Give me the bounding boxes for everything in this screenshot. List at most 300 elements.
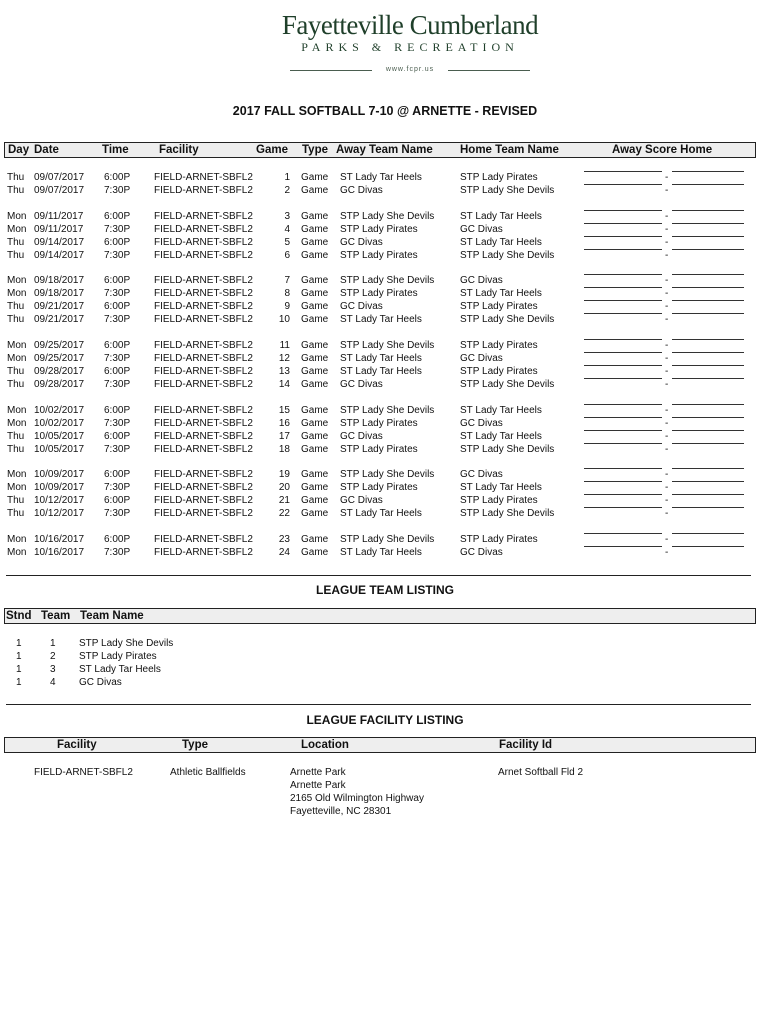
col-header-facility: Facility bbox=[57, 739, 97, 751]
cell-day: Mon bbox=[7, 418, 27, 429]
col-header-day: Day bbox=[8, 144, 30, 156]
cell-facility: FIELD-ARNET-SBFL2 bbox=[154, 534, 253, 545]
cell-day: Thu bbox=[7, 185, 25, 196]
cell-home-team: ST Lady Tar Heels bbox=[460, 237, 542, 248]
cell-away-team: STP Lady Pirates bbox=[340, 250, 418, 261]
cell-time: 6:00P bbox=[104, 495, 131, 506]
cell-team-number: 3 bbox=[50, 664, 56, 675]
cell-day: Mon bbox=[7, 340, 27, 351]
cell-date: 09/18/2017 bbox=[34, 288, 85, 299]
cell-time: 7:30P bbox=[104, 547, 131, 558]
score-entry bbox=[584, 546, 744, 559]
cell-stnd: 1 bbox=[16, 638, 22, 649]
cell-type: Game bbox=[301, 301, 329, 312]
cell-time: 7:30P bbox=[104, 482, 131, 493]
score-entry bbox=[584, 210, 744, 223]
score-entry bbox=[584, 533, 744, 546]
col-header-time: Time bbox=[102, 144, 129, 156]
score-entry bbox=[584, 339, 744, 352]
cell-home-team: ST Lady Tar Heels bbox=[460, 288, 542, 299]
cell-day: Mon bbox=[7, 275, 27, 286]
table-row bbox=[0, 676, 400, 689]
home-score-blank bbox=[672, 494, 744, 495]
schedule-header bbox=[4, 142, 756, 158]
cell-away-team: STP Lady She Devils bbox=[340, 211, 435, 222]
cell-day: Thu bbox=[7, 237, 25, 248]
col-header-location: Location bbox=[301, 739, 349, 751]
cell-home-team: ST Lady Tar Heels bbox=[460, 211, 542, 222]
cell-home-team: STP Lady She Devils bbox=[460, 314, 555, 325]
cell-home-team: GC Divas bbox=[460, 469, 503, 480]
cell-game: 22 bbox=[278, 508, 290, 519]
col-header-game: Game bbox=[256, 144, 288, 156]
home-score-blank bbox=[672, 223, 744, 224]
cell-time: 6:00P bbox=[104, 301, 131, 312]
cell-facility: FIELD-ARNET-SBFL2 bbox=[154, 301, 253, 312]
table-row bbox=[0, 365, 770, 378]
cell-day: Mon bbox=[7, 224, 27, 235]
cell-game: 19 bbox=[278, 469, 290, 480]
score-dash: - bbox=[665, 275, 669, 286]
cell-day: Thu bbox=[7, 250, 25, 261]
cell-time: 7:30P bbox=[104, 379, 131, 390]
cell-facility: FIELD-ARNET-SBFL2 bbox=[154, 288, 253, 299]
home-score-blank bbox=[672, 507, 744, 508]
cell-day: Mon bbox=[7, 469, 27, 480]
table-row bbox=[0, 468, 770, 481]
cell-date: 10/05/2017 bbox=[34, 444, 85, 455]
cell-team-number: 4 bbox=[50, 677, 56, 688]
score-entry bbox=[584, 313, 744, 326]
cell-facility: FIELD-ARNET-SBFL2 bbox=[154, 379, 253, 390]
score-dash: - bbox=[665, 366, 669, 377]
cell-facility: FIELD-ARNET-SBFL2 bbox=[154, 495, 253, 506]
cell-day: Thu bbox=[7, 508, 25, 519]
cell-time: 7:30P bbox=[104, 288, 131, 299]
table-row bbox=[0, 546, 770, 559]
cell-game: 2 bbox=[284, 185, 290, 196]
cell-facility: FIELD-ARNET-SBFL2 bbox=[154, 405, 253, 416]
score-entry bbox=[584, 417, 744, 430]
cell-game: 13 bbox=[278, 366, 290, 377]
cell-home-team: STP Lady Pirates bbox=[460, 301, 538, 312]
cell-away-team: STP Lady Pirates bbox=[340, 418, 418, 429]
away-score-blank bbox=[584, 430, 662, 431]
cell-time: 7:30P bbox=[104, 508, 131, 519]
cell-facility: FIELD-ARNET-SBFL2 bbox=[154, 469, 253, 480]
location-line: Arnette Park bbox=[290, 767, 346, 778]
cell-date: 09/14/2017 bbox=[34, 250, 85, 261]
team-listing-header bbox=[4, 608, 756, 624]
home-score-blank bbox=[672, 171, 744, 172]
cell-time: 6:00P bbox=[104, 275, 131, 286]
home-score-blank bbox=[672, 365, 744, 366]
cell-home-team: STP Lady She Devils bbox=[460, 250, 555, 261]
score-entry bbox=[584, 184, 744, 197]
score-dash: - bbox=[665, 405, 669, 416]
away-score-blank bbox=[584, 339, 662, 340]
score-dash: - bbox=[665, 482, 669, 493]
score-dash: - bbox=[665, 314, 669, 325]
cell-date: 09/28/2017 bbox=[34, 366, 85, 377]
cell-away-team: ST Lady Tar Heels bbox=[340, 366, 422, 377]
score-dash: - bbox=[665, 508, 669, 519]
cell-away-team: ST Lady Tar Heels bbox=[340, 172, 422, 183]
cell-date: 10/16/2017 bbox=[34, 534, 85, 545]
cell-date: 10/09/2017 bbox=[34, 469, 85, 480]
cell-time: 6:00P bbox=[104, 366, 131, 377]
facility-listing-title: LEAGUE FACILITY LISTING bbox=[306, 713, 464, 727]
cell-game: 15 bbox=[278, 405, 290, 416]
cell-home-team: STP Lady Pirates bbox=[460, 340, 538, 351]
away-score-blank bbox=[584, 313, 662, 314]
away-score-blank bbox=[584, 533, 662, 534]
cell-time: 6:00P bbox=[104, 405, 131, 416]
cell-facility: FIELD-ARNET-SBFL2 bbox=[154, 444, 253, 455]
col-header-date: Date bbox=[34, 144, 59, 156]
cell-date: 10/09/2017 bbox=[34, 482, 85, 493]
divider bbox=[6, 704, 751, 705]
cell-day: Thu bbox=[7, 444, 25, 455]
table-row bbox=[0, 494, 770, 507]
cell-home-team: GC Divas bbox=[460, 547, 503, 558]
home-score-blank bbox=[672, 468, 744, 469]
cell-game: 7 bbox=[284, 275, 290, 286]
facility-name: FIELD-ARNET-SBFL2 bbox=[34, 767, 133, 778]
table-row bbox=[0, 352, 770, 365]
table-row bbox=[0, 249, 770, 262]
home-score-blank bbox=[672, 443, 744, 444]
cell-type: Game bbox=[301, 547, 329, 558]
cell-facility: FIELD-ARNET-SBFL2 bbox=[154, 418, 253, 429]
score-entry bbox=[584, 171, 744, 184]
cell-game: 6 bbox=[284, 250, 290, 261]
score-dash: - bbox=[665, 379, 669, 390]
table-row bbox=[0, 430, 770, 443]
away-score-blank bbox=[584, 404, 662, 405]
cell-home-team: STP Lady Pirates bbox=[460, 172, 538, 183]
away-score-blank bbox=[584, 210, 662, 211]
table-row bbox=[0, 313, 770, 326]
cell-home-team: ST Lady Tar Heels bbox=[460, 431, 542, 442]
cell-time: 7:30P bbox=[104, 353, 131, 364]
cell-away-team: ST Lady Tar Heels bbox=[340, 547, 422, 558]
score-dash: - bbox=[665, 431, 669, 442]
cell-date: 09/11/2017 bbox=[34, 211, 84, 222]
cell-day: Mon bbox=[7, 482, 27, 493]
home-score-blank bbox=[672, 236, 744, 237]
score-entry bbox=[584, 249, 744, 262]
table-row bbox=[0, 417, 770, 430]
cell-date: 09/11/2017 bbox=[34, 224, 84, 235]
cell-game: 14 bbox=[278, 379, 290, 390]
cell-home-team: GC Divas bbox=[460, 418, 503, 429]
cell-away-team: GC Divas bbox=[340, 495, 383, 506]
score-dash: - bbox=[665, 444, 669, 455]
score-dash: - bbox=[665, 237, 669, 248]
cell-type: Game bbox=[301, 366, 329, 377]
cell-day: Mon bbox=[7, 288, 27, 299]
score-dash: - bbox=[665, 250, 669, 261]
cell-type: Game bbox=[301, 482, 329, 493]
cell-team-number: 2 bbox=[50, 651, 56, 662]
cell-game: 17 bbox=[278, 431, 290, 442]
cell-home-team: STP Lady She Devils bbox=[460, 508, 555, 519]
cell-type: Game bbox=[301, 353, 329, 364]
cell-date: 10/12/2017 bbox=[34, 508, 85, 519]
col-header-type: Type bbox=[302, 144, 328, 156]
cell-date: 09/25/2017 bbox=[34, 353, 85, 364]
col-header-facility: Facility bbox=[159, 144, 199, 156]
cell-away-team: STP Lady She Devils bbox=[340, 340, 435, 351]
col-header-type: Type bbox=[182, 739, 208, 751]
cell-time: 6:00P bbox=[104, 237, 131, 248]
cell-stnd: 1 bbox=[16, 677, 22, 688]
score-entry bbox=[584, 365, 744, 378]
cell-date: 10/02/2017 bbox=[34, 405, 85, 416]
cell-day: Mon bbox=[7, 405, 27, 416]
cell-facility: FIELD-ARNET-SBFL2 bbox=[154, 353, 253, 364]
cell-stnd: 1 bbox=[16, 651, 22, 662]
cell-time: 6:00P bbox=[104, 534, 131, 545]
cell-type: Game bbox=[301, 418, 329, 429]
cell-away-team: STP Lady She Devils bbox=[340, 275, 435, 286]
cell-facility: FIELD-ARNET-SBFL2 bbox=[154, 482, 253, 493]
logo-url-line bbox=[290, 64, 530, 76]
location-line: Fayetteville, NC 28301 bbox=[290, 806, 392, 817]
away-score-blank bbox=[584, 468, 662, 469]
cell-game: 24 bbox=[278, 547, 290, 558]
score-entry bbox=[584, 223, 744, 236]
table-row bbox=[0, 339, 770, 352]
cell-type: Game bbox=[301, 340, 329, 351]
logo-rule-right bbox=[448, 70, 530, 71]
home-score-blank bbox=[672, 313, 744, 314]
score-entry bbox=[584, 300, 744, 313]
home-score-blank bbox=[672, 300, 744, 301]
cell-home-team: STP Lady Pirates bbox=[460, 534, 538, 545]
cell-home-team: STP Lady She Devils bbox=[460, 185, 555, 196]
cell-home-team: GC Divas bbox=[460, 224, 503, 235]
cell-game: 3 bbox=[284, 211, 290, 222]
cell-game: 5 bbox=[284, 237, 290, 248]
home-score-blank bbox=[672, 274, 744, 275]
score-entry bbox=[584, 494, 744, 507]
away-score-blank bbox=[584, 546, 662, 547]
cell-facility: FIELD-ARNET-SBFL2 bbox=[154, 224, 253, 235]
cell-home-team: GC Divas bbox=[460, 353, 503, 364]
cell-day: Thu bbox=[7, 366, 25, 377]
score-dash: - bbox=[665, 418, 669, 429]
cell-time: 7:30P bbox=[104, 314, 131, 325]
score-entry bbox=[584, 352, 744, 365]
cell-date: 09/25/2017 bbox=[34, 340, 85, 351]
away-score-blank bbox=[584, 365, 662, 366]
cell-day: Mon bbox=[7, 211, 27, 222]
cell-away-team: STP Lady She Devils bbox=[340, 469, 435, 480]
cell-facility: FIELD-ARNET-SBFL2 bbox=[154, 431, 253, 442]
logo-url: www.fcpr.us bbox=[385, 66, 435, 73]
facility-listing-header bbox=[4, 737, 756, 753]
cell-home-team: STP Lady Pirates bbox=[460, 495, 538, 506]
cell-time: 7:30P bbox=[104, 185, 131, 196]
logo-name-text: Fayetteville Cumberland bbox=[281, 10, 539, 40]
home-score-blank bbox=[672, 378, 744, 379]
cell-home-team: STP Lady She Devils bbox=[460, 444, 555, 455]
logo-subtitle: PARKS & RECREATION bbox=[301, 40, 519, 54]
cell-stnd: 1 bbox=[16, 664, 22, 675]
table-row bbox=[0, 184, 770, 197]
cell-day: Mon bbox=[7, 534, 27, 545]
home-score-blank bbox=[672, 249, 744, 250]
score-entry bbox=[584, 468, 744, 481]
divider bbox=[6, 575, 751, 576]
cell-game: 16 bbox=[278, 418, 290, 429]
table-row bbox=[0, 287, 770, 300]
cell-time: 7:30P bbox=[104, 224, 131, 235]
away-score-blank bbox=[584, 236, 662, 237]
cell-away-team: STP Lady She Devils bbox=[340, 534, 435, 545]
cell-away-team: STP Lady She Devils bbox=[340, 405, 435, 416]
score-entry bbox=[584, 274, 744, 287]
table-row bbox=[0, 533, 770, 546]
cell-type: Game bbox=[301, 172, 329, 183]
facility-id: Arnet Softball Fld 2 bbox=[498, 767, 584, 778]
cell-time: 7:30P bbox=[104, 444, 131, 455]
cell-away-team: ST Lady Tar Heels bbox=[340, 508, 422, 519]
cell-away-team: GC Divas bbox=[340, 301, 383, 312]
score-entry bbox=[584, 430, 744, 443]
table-row bbox=[0, 300, 770, 313]
cell-game: 9 bbox=[284, 301, 290, 312]
cell-date: 09/07/2017 bbox=[34, 172, 85, 183]
cell-date: 10/05/2017 bbox=[34, 431, 85, 442]
cell-facility: FIELD-ARNET-SBFL2 bbox=[154, 314, 253, 325]
cell-away-team: STP Lady Pirates bbox=[340, 444, 418, 455]
score-dash: - bbox=[665, 301, 669, 312]
cell-type: Game bbox=[301, 237, 329, 248]
cell-team-name: ST Lady Tar Heels bbox=[79, 664, 161, 675]
cell-date: 09/28/2017 bbox=[34, 379, 85, 390]
away-score-blank bbox=[584, 171, 662, 172]
score-entry bbox=[584, 443, 744, 456]
away-score-blank bbox=[584, 300, 662, 301]
home-score-blank bbox=[672, 352, 744, 353]
cell-type: Game bbox=[301, 431, 329, 442]
home-score-blank bbox=[672, 404, 744, 405]
cell-game: 8 bbox=[284, 288, 290, 299]
cell-date: 10/12/2017 bbox=[34, 495, 85, 506]
cell-team-name: STP Lady She Devils bbox=[79, 638, 174, 649]
col-header-facility-id: Facility Id bbox=[499, 739, 553, 751]
score-dash: - bbox=[665, 211, 669, 222]
col-header-home: Home Team Name bbox=[460, 144, 559, 156]
cell-day: Mon bbox=[7, 547, 27, 558]
cell-type: Game bbox=[301, 405, 329, 416]
cell-type: Game bbox=[301, 224, 329, 235]
cell-facility: FIELD-ARNET-SBFL2 bbox=[154, 172, 253, 183]
table-row bbox=[0, 404, 770, 417]
cell-time: 6:00P bbox=[104, 172, 131, 183]
cell-type: Game bbox=[301, 211, 329, 222]
facility-type: Athletic Ballfields bbox=[170, 767, 246, 778]
away-score-blank bbox=[584, 378, 662, 379]
table-row bbox=[0, 637, 400, 650]
cell-away-team: ST Lady Tar Heels bbox=[340, 314, 422, 325]
table-row bbox=[0, 274, 770, 287]
home-score-blank bbox=[672, 339, 744, 340]
cell-facility: FIELD-ARNET-SBFL2 bbox=[154, 340, 253, 351]
cell-away-team: STP Lady Pirates bbox=[340, 482, 418, 493]
away-score-blank bbox=[584, 494, 662, 495]
cell-day: Thu bbox=[7, 314, 25, 325]
home-score-blank bbox=[672, 546, 744, 547]
home-score-blank bbox=[672, 210, 744, 211]
cell-time: 6:00P bbox=[104, 469, 131, 480]
cell-team-name: STP Lady Pirates bbox=[79, 651, 157, 662]
col-header-score: Away Score Home bbox=[612, 144, 713, 156]
cell-day: Thu bbox=[7, 172, 25, 183]
cell-time: 7:30P bbox=[104, 250, 131, 261]
score-entry bbox=[584, 507, 744, 520]
cell-type: Game bbox=[301, 185, 329, 196]
score-entry bbox=[584, 378, 744, 391]
score-dash: - bbox=[665, 288, 669, 299]
cell-game: 21 bbox=[278, 495, 290, 506]
cell-type: Game bbox=[301, 275, 329, 286]
score-dash: - bbox=[665, 224, 669, 235]
cell-type: Game bbox=[301, 534, 329, 545]
col-header-away: Away Team Name bbox=[336, 144, 433, 156]
cell-facility: FIELD-ARNET-SBFL2 bbox=[154, 250, 253, 261]
score-dash: - bbox=[665, 469, 669, 480]
home-score-blank bbox=[672, 287, 744, 288]
cell-away-team: GC Divas bbox=[340, 379, 383, 390]
table-row bbox=[0, 378, 770, 391]
cell-time: 6:00P bbox=[104, 211, 131, 222]
away-score-blank bbox=[584, 249, 662, 250]
cell-type: Game bbox=[301, 379, 329, 390]
cell-date: 10/02/2017 bbox=[34, 418, 85, 429]
cell-type: Game bbox=[301, 508, 329, 519]
cell-facility: FIELD-ARNET-SBFL2 bbox=[154, 185, 253, 196]
col-header-team: Team bbox=[41, 610, 71, 622]
score-entry bbox=[584, 481, 744, 494]
table-row bbox=[0, 507, 770, 520]
score-entry bbox=[584, 404, 744, 417]
cell-day: Thu bbox=[7, 431, 25, 442]
cell-facility: FIELD-ARNET-SBFL2 bbox=[154, 275, 253, 286]
cell-type: Game bbox=[301, 250, 329, 261]
score-dash: - bbox=[665, 534, 669, 545]
cell-home-team: ST Lady Tar Heels bbox=[460, 482, 542, 493]
table-row bbox=[0, 236, 770, 249]
cell-time: 6:00P bbox=[104, 340, 131, 351]
col-header-stnd: Stnd bbox=[6, 610, 32, 622]
table-row bbox=[0, 210, 770, 223]
cell-game: 20 bbox=[278, 482, 290, 493]
home-score-blank bbox=[672, 184, 744, 185]
cell-away-team: STP Lady Pirates bbox=[340, 224, 418, 235]
score-dash: - bbox=[665, 353, 669, 364]
home-score-blank bbox=[672, 533, 744, 534]
cell-away-team: GC Divas bbox=[340, 185, 383, 196]
score-dash: - bbox=[665, 547, 669, 558]
col-header-team-name: Team Name bbox=[80, 610, 144, 622]
facility-location bbox=[290, 766, 424, 818]
cell-date: 09/14/2017 bbox=[34, 237, 85, 248]
cell-game: 12 bbox=[278, 353, 290, 364]
